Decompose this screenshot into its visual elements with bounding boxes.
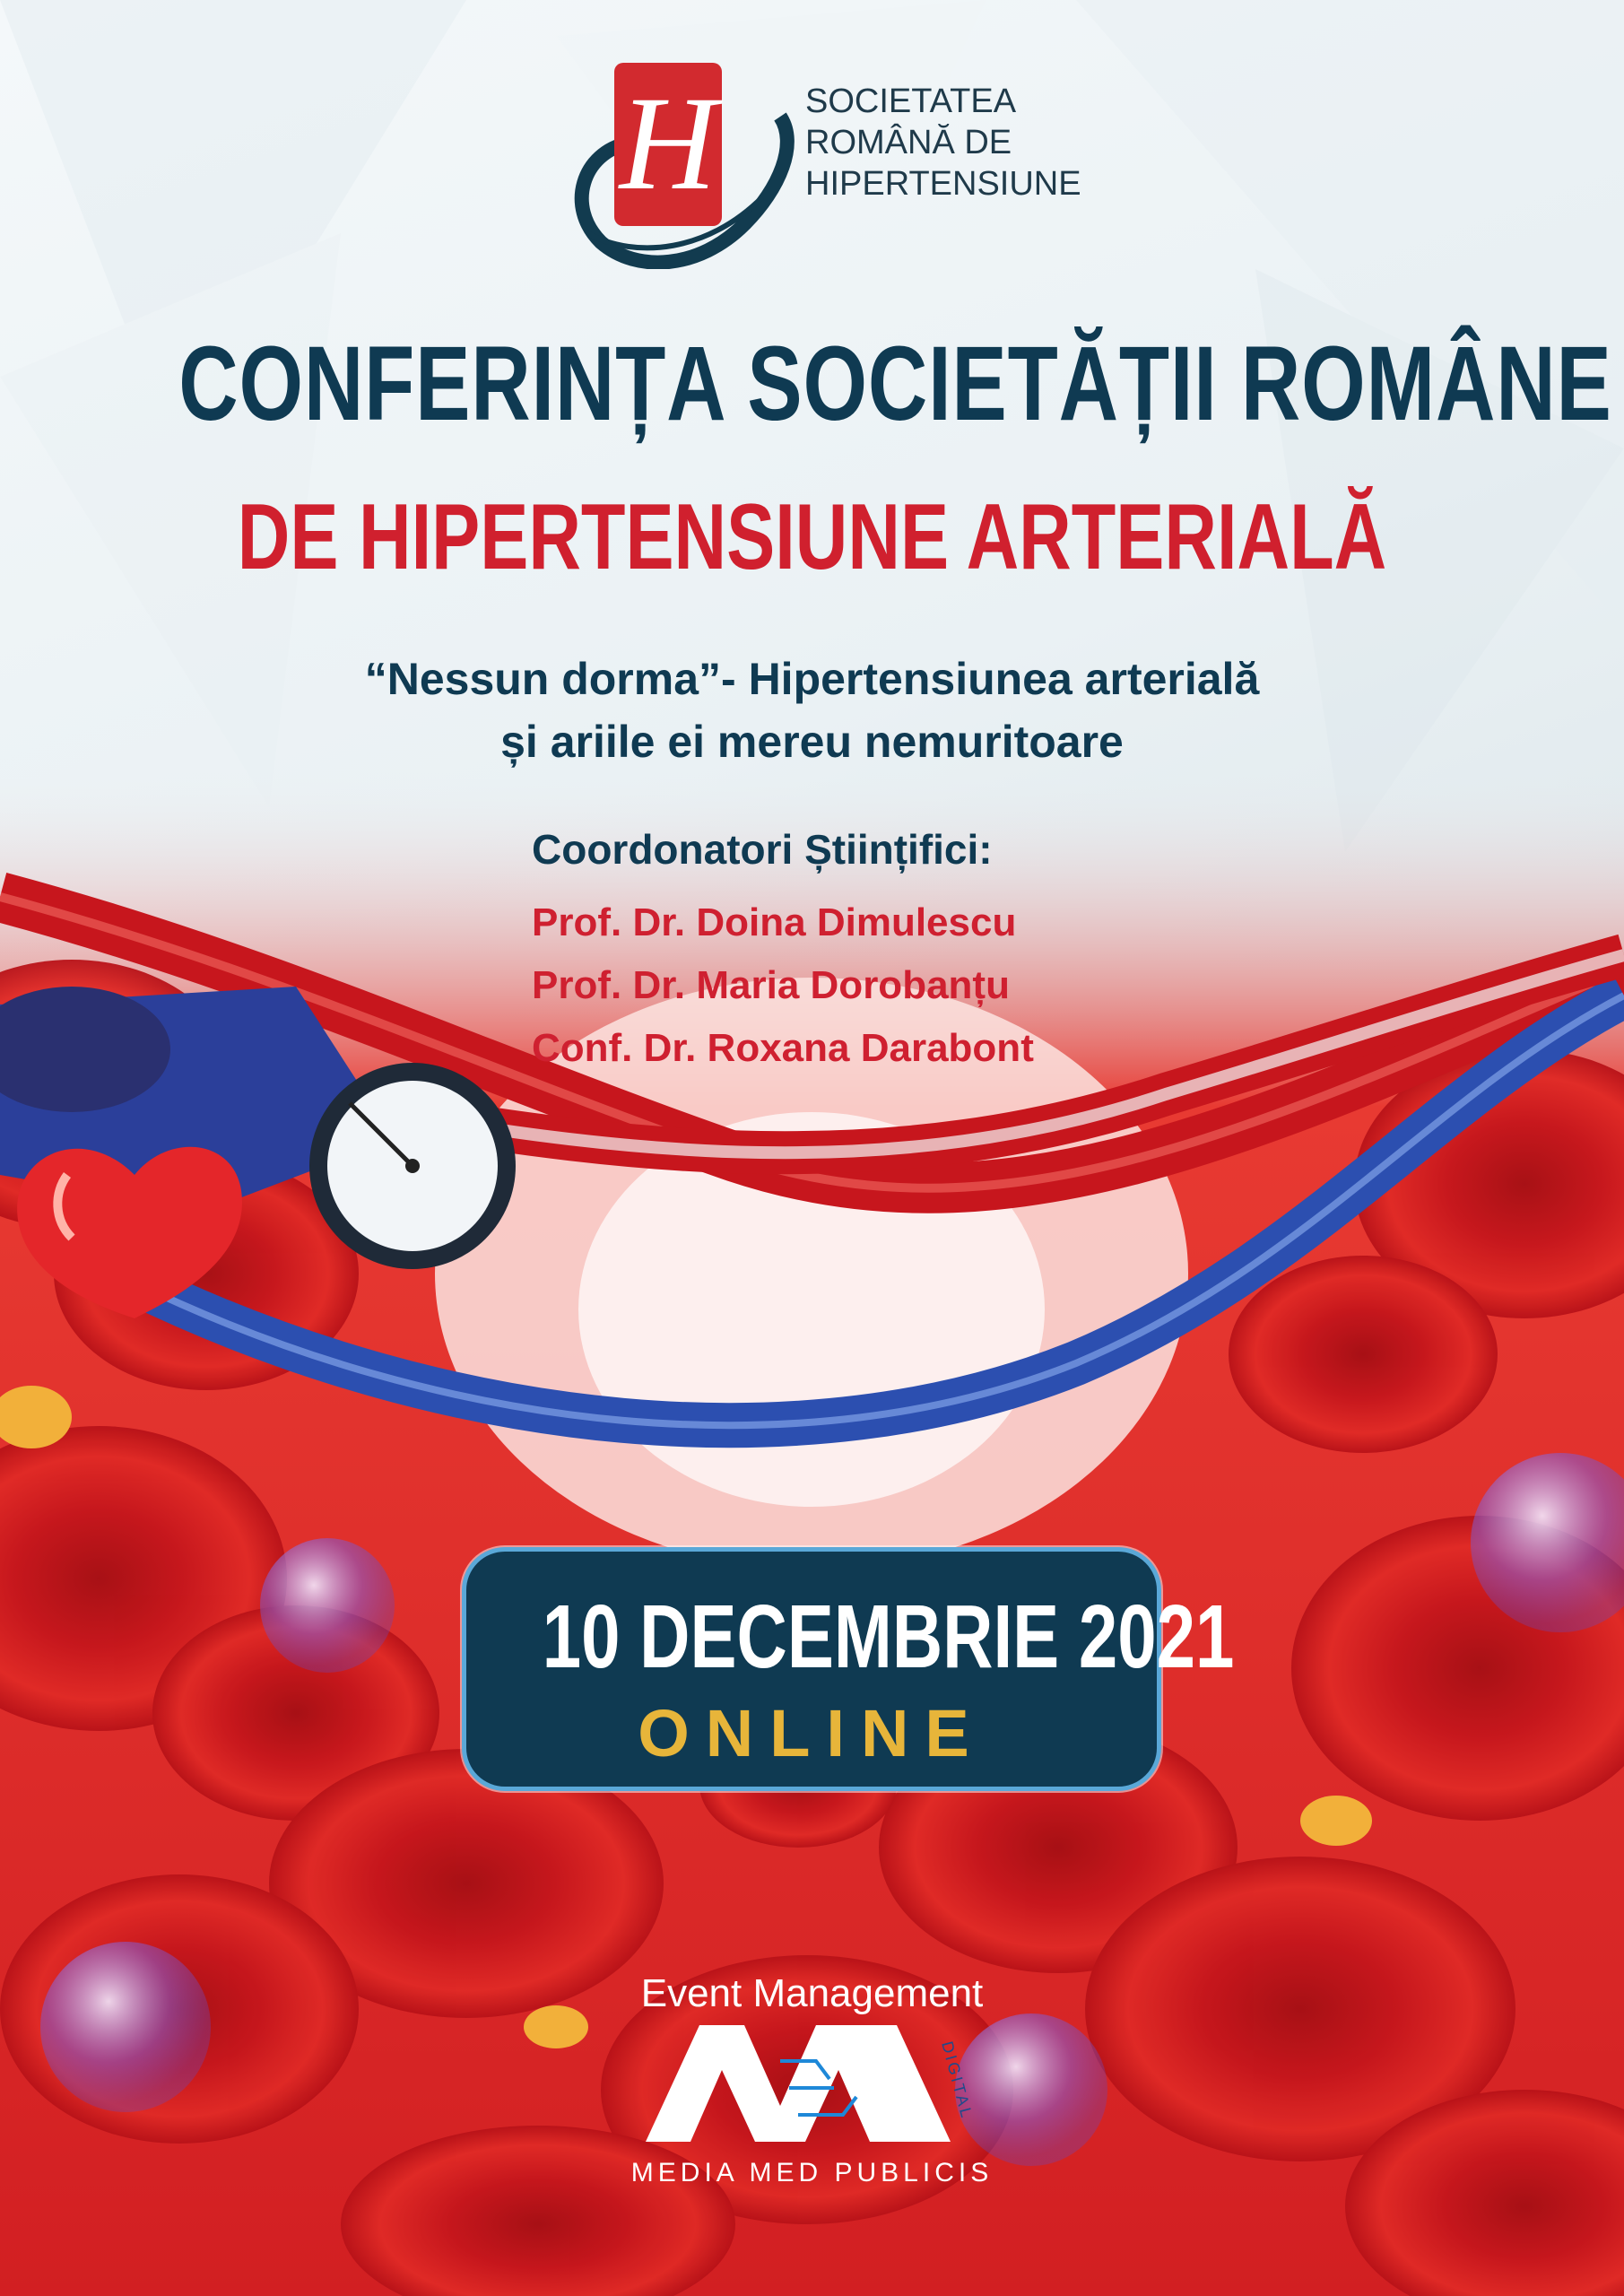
coordinators-heading: Coordonatori Științifici: bbox=[532, 826, 993, 873]
coordinators-block bbox=[532, 825, 1034, 1080]
coordinator-name: Prof. Dr. Maria Dorobanțu bbox=[532, 963, 1010, 1007]
logo-letter: H bbox=[619, 69, 717, 218]
logo-text-line3: HIPERTENSIUNE bbox=[805, 165, 1081, 203]
logo-text-line2: ROMÂNĂ DE bbox=[805, 124, 1012, 161]
conference-title-line2: DE HIPERTENSIUNE ARTERIALĂ bbox=[237, 485, 1387, 589]
heart-logo-icon bbox=[565, 63, 798, 269]
coordinator-name: Conf. Dr. Roxana Darabont bbox=[532, 1026, 1034, 1070]
coordinator-name: Prof. Dr. Doina Dimulescu bbox=[532, 900, 1017, 944]
sphygmomanometer-illustration bbox=[0, 951, 556, 1381]
conference-subtitle bbox=[0, 648, 1624, 773]
event-date: 10 DECEMBRIE 2021 bbox=[542, 1587, 1235, 1687]
logo-text-line1: SOCIETATEA bbox=[805, 83, 1017, 120]
digital-tag: DIGITAL bbox=[938, 2039, 977, 2122]
conference-title: CONFERINȚA SOCIETĂȚII ROMÂNE bbox=[178, 325, 1612, 443]
organization-logo bbox=[565, 63, 1081, 269]
company-name: MEDIA MED PUBLICIS bbox=[630, 2158, 994, 2187]
event-management-label: Event Management bbox=[640, 1971, 984, 2015]
subtitle-line2: și ariile ei mereu nemuritoare bbox=[500, 717, 1124, 767]
event-date-box bbox=[462, 1547, 1235, 1791]
media-med-publicis-logo-icon bbox=[646, 2025, 977, 2142]
event-format: ONLINE bbox=[638, 1696, 986, 1770]
subtitle-line1: “Nessun dorma”- Hipertensiunea arterială bbox=[364, 654, 1260, 704]
